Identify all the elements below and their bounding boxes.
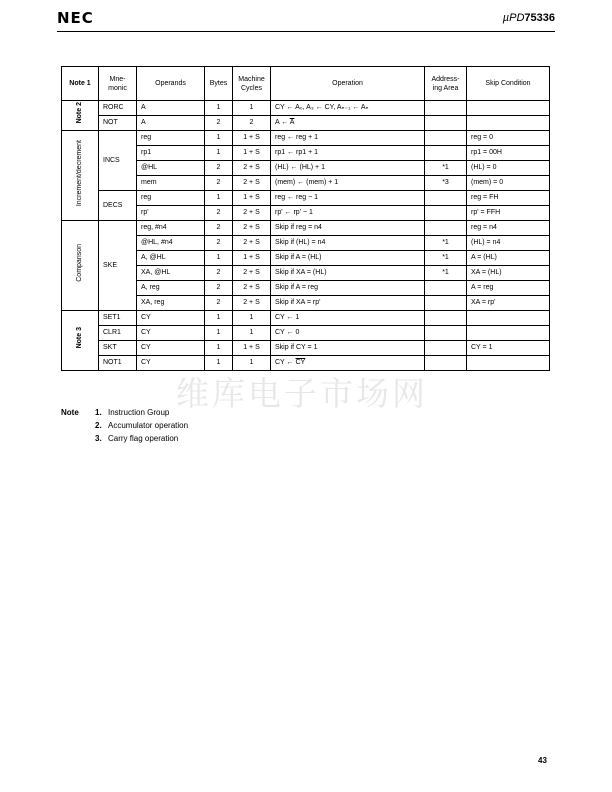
operation-cell: rp' ← rp' − 1: [271, 206, 425, 221]
skip-cell: XA = rp': [467, 296, 550, 311]
skip-cell: [467, 326, 550, 341]
col-area: Address-ing Area: [425, 67, 467, 101]
col-cycles: Machine Cycles: [233, 67, 271, 101]
skip-cell: [467, 356, 550, 371]
table-row: [62, 101, 550, 116]
area-cell: [425, 311, 467, 326]
skip-cell: rp' = FFH: [467, 206, 550, 221]
area-cell: [425, 101, 467, 116]
cycles-cell: 1: [233, 311, 271, 326]
table-row: [62, 191, 550, 206]
operand-cell: XA, reg: [137, 296, 205, 311]
group-comparison: [62, 221, 99, 311]
cycles-cell: 2 + S: [233, 221, 271, 236]
operand-cell: reg: [137, 131, 205, 146]
skip-cell: (HL) = 0: [467, 161, 550, 176]
operation-overline: $\overline{A}$: [289, 119, 295, 126]
area-cell: [425, 281, 467, 296]
table-header-row: [62, 67, 550, 101]
cycles-cell: 2 + S: [233, 281, 271, 296]
bytes-cell: 2: [205, 296, 233, 311]
bytes-cell: 1: [205, 356, 233, 371]
skip-cell: A = (HL): [467, 251, 550, 266]
table-row: [62, 116, 550, 131]
area-cell: [425, 221, 467, 236]
col-note: Note 1: [62, 67, 99, 101]
bytes-cell: 1: [205, 191, 233, 206]
mnemonic-cell: SET1: [99, 311, 137, 326]
part-prefix: µPD: [502, 12, 525, 24]
col-mnemonic: Mne-monic: [99, 67, 137, 101]
header-rule: [57, 31, 555, 32]
operand-cell: reg, #n4: [137, 221, 205, 236]
cycles-cell: 2 + S: [233, 296, 271, 311]
nec-logo: NEC: [57, 9, 94, 27]
bytes-cell: 1: [205, 311, 233, 326]
bytes-cell: 2: [205, 236, 233, 251]
operation-cell: Skip if XA = (HL): [271, 266, 425, 281]
area-cell: [425, 116, 467, 131]
group-label: Note 3: [76, 327, 83, 349]
table-row: [62, 131, 550, 146]
skip-cell: CY = 1: [467, 341, 550, 356]
area-cell: [425, 356, 467, 371]
group-note2: [62, 101, 99, 131]
operand-cell: A: [137, 101, 205, 116]
col-skip: Skip Condition: [467, 67, 550, 101]
cycles-cell: 2 + S: [233, 266, 271, 281]
cycles-cell: 2 + S: [233, 236, 271, 251]
operation-cell: reg ← reg + 1: [271, 131, 425, 146]
bytes-cell: 2: [205, 221, 233, 236]
bytes-cell: 2: [205, 176, 233, 191]
operand-cell: XA, @HL: [137, 266, 205, 281]
skip-cell: rp1 = 00H: [467, 146, 550, 161]
group-label: Increment/decrement: [76, 139, 83, 207]
table-row: [62, 356, 550, 371]
notes-heading: Note: [61, 408, 79, 417]
note-number: 3.: [95, 434, 102, 443]
note-item: [95, 432, 188, 445]
cycles-cell: 1: [233, 101, 271, 116]
operand-cell: CY: [137, 341, 205, 356]
col-operation: Operation: [271, 67, 425, 101]
skip-cell: (mem) = 0: [467, 176, 550, 191]
mnemonic-cell: INCS: [99, 131, 137, 191]
part-number: [503, 12, 555, 24]
skip-cell: [467, 101, 550, 116]
bytes-cell: 2: [205, 281, 233, 296]
operand-cell: CY: [137, 311, 205, 326]
col-operands: Operands: [137, 67, 205, 101]
cycles-cell: 2 + S: [233, 161, 271, 176]
bytes-cell: 2: [205, 116, 233, 131]
table-row: [62, 311, 550, 326]
operand-cell: A, @HL: [137, 251, 205, 266]
area-cell: *1: [425, 161, 467, 176]
watermark: 维库电子市场网: [176, 374, 428, 413]
operand-cell: mem: [137, 176, 205, 191]
cycles-cell: 1 + S: [233, 251, 271, 266]
area-cell: [425, 131, 467, 146]
cycles-cell: 1: [233, 356, 271, 371]
cycles-cell: 2 + S: [233, 206, 271, 221]
notes-list: [95, 406, 188, 445]
bytes-cell: 1: [205, 146, 233, 161]
cycles-cell: 2 + S: [233, 176, 271, 191]
group-label: Note 2: [76, 102, 83, 124]
operation-cell: Skip if XA = rp': [271, 296, 425, 311]
group-incdec: [62, 131, 99, 221]
operation-cell: Skip if CY = 1: [271, 341, 425, 356]
operation-cell: Skip if A = (HL): [271, 251, 425, 266]
operation-cell: rp1 ← rp1 + 1: [271, 146, 425, 161]
operation-cell: CY ← 0: [271, 326, 425, 341]
operation-cell: [271, 356, 425, 371]
note-text: Carry flag operation: [108, 434, 179, 443]
note-number: 2.: [95, 421, 102, 430]
operation-overline: $\overline{CY}$: [295, 359, 306, 366]
operand-cell: @HL, #n4: [137, 236, 205, 251]
group-label: Comparison: [76, 244, 83, 282]
operation-text: CY ←: [275, 359, 296, 366]
note-item: [95, 419, 188, 432]
operation-cell: Skip if reg = n4: [271, 221, 425, 236]
operand-cell: A: [137, 116, 205, 131]
operation-cell: (mem) ← (mem) + 1: [271, 176, 425, 191]
note-item: [95, 406, 188, 419]
skip-cell: reg = FH: [467, 191, 550, 206]
note-text: Instruction Group: [108, 408, 170, 417]
cycles-cell: 2: [233, 116, 271, 131]
mnemonic-cell: SKE: [99, 221, 137, 311]
skip-cell: reg = n4: [467, 221, 550, 236]
bytes-cell: 2: [205, 206, 233, 221]
instruction-table: [61, 66, 550, 371]
area-cell: [425, 206, 467, 221]
operand-cell: rp1: [137, 146, 205, 161]
part-number-digits: 75336: [524, 12, 555, 24]
mnemonic-cell: RORC: [99, 101, 137, 116]
operand-cell: reg: [137, 191, 205, 206]
cycles-cell: 1 + S: [233, 146, 271, 161]
skip-cell: XA = (HL): [467, 266, 550, 281]
operand-cell: A, reg: [137, 281, 205, 296]
operation-text: A ←: [275, 119, 290, 126]
operand-cell: CY: [137, 326, 205, 341]
cycles-cell: 1 + S: [233, 131, 271, 146]
note-text: Accumulator operation: [108, 421, 189, 430]
mnemonic-cell: NOT1: [99, 356, 137, 371]
bytes-cell: 2: [205, 266, 233, 281]
operation-cell: Skip if (HL) = n4: [271, 236, 425, 251]
bytes-cell: 1: [205, 341, 233, 356]
skip-cell: A = reg: [467, 281, 550, 296]
area-cell: *3: [425, 176, 467, 191]
table-row: [62, 221, 550, 236]
area-cell: *1: [425, 266, 467, 281]
mnemonic-cell: NOT: [99, 116, 137, 131]
area-cell: [425, 296, 467, 311]
area-cell: *1: [425, 251, 467, 266]
cycles-cell: 1 + S: [233, 341, 271, 356]
area-cell: [425, 341, 467, 356]
operand-cell: rp': [137, 206, 205, 221]
area-cell: [425, 191, 467, 206]
operation-cell: CY ← 1: [271, 311, 425, 326]
operation-cell: Skip if A = reg: [271, 281, 425, 296]
operand-cell: @HL: [137, 161, 205, 176]
mnemonic-cell: SKT: [99, 341, 137, 356]
skip-cell: (HL) = n4: [467, 236, 550, 251]
page-number: 43: [538, 756, 547, 765]
bytes-cell: 2: [205, 161, 233, 176]
cycles-cell: 1 + S: [233, 191, 271, 206]
bytes-cell: 1: [205, 326, 233, 341]
skip-cell: [467, 311, 550, 326]
cycles-cell: 1: [233, 326, 271, 341]
operation-cell: [271, 116, 425, 131]
operation-cell: reg ← reg − 1: [271, 191, 425, 206]
area-cell: [425, 326, 467, 341]
operation-cell: CY ← A₀, A₃ ← CY, Aₙ₋₁ ← Aₙ: [271, 101, 425, 116]
bytes-cell: 1: [205, 131, 233, 146]
operand-cell: CY: [137, 356, 205, 371]
bytes-cell: 1: [205, 101, 233, 116]
col-bytes: Bytes: [205, 67, 233, 101]
operation-cell: (HL) ← (HL) + 1: [271, 161, 425, 176]
table-row: [62, 341, 550, 356]
table-row: [62, 326, 550, 341]
mnemonic-cell: CLR1: [99, 326, 137, 341]
area-cell: *1: [425, 236, 467, 251]
note-number: 1.: [95, 408, 102, 417]
skip-cell: [467, 116, 550, 131]
mnemonic-cell: DECS: [99, 191, 137, 221]
area-cell: [425, 146, 467, 161]
skip-cell: reg = 0: [467, 131, 550, 146]
group-note3: [62, 311, 99, 371]
bytes-cell: 1: [205, 251, 233, 266]
